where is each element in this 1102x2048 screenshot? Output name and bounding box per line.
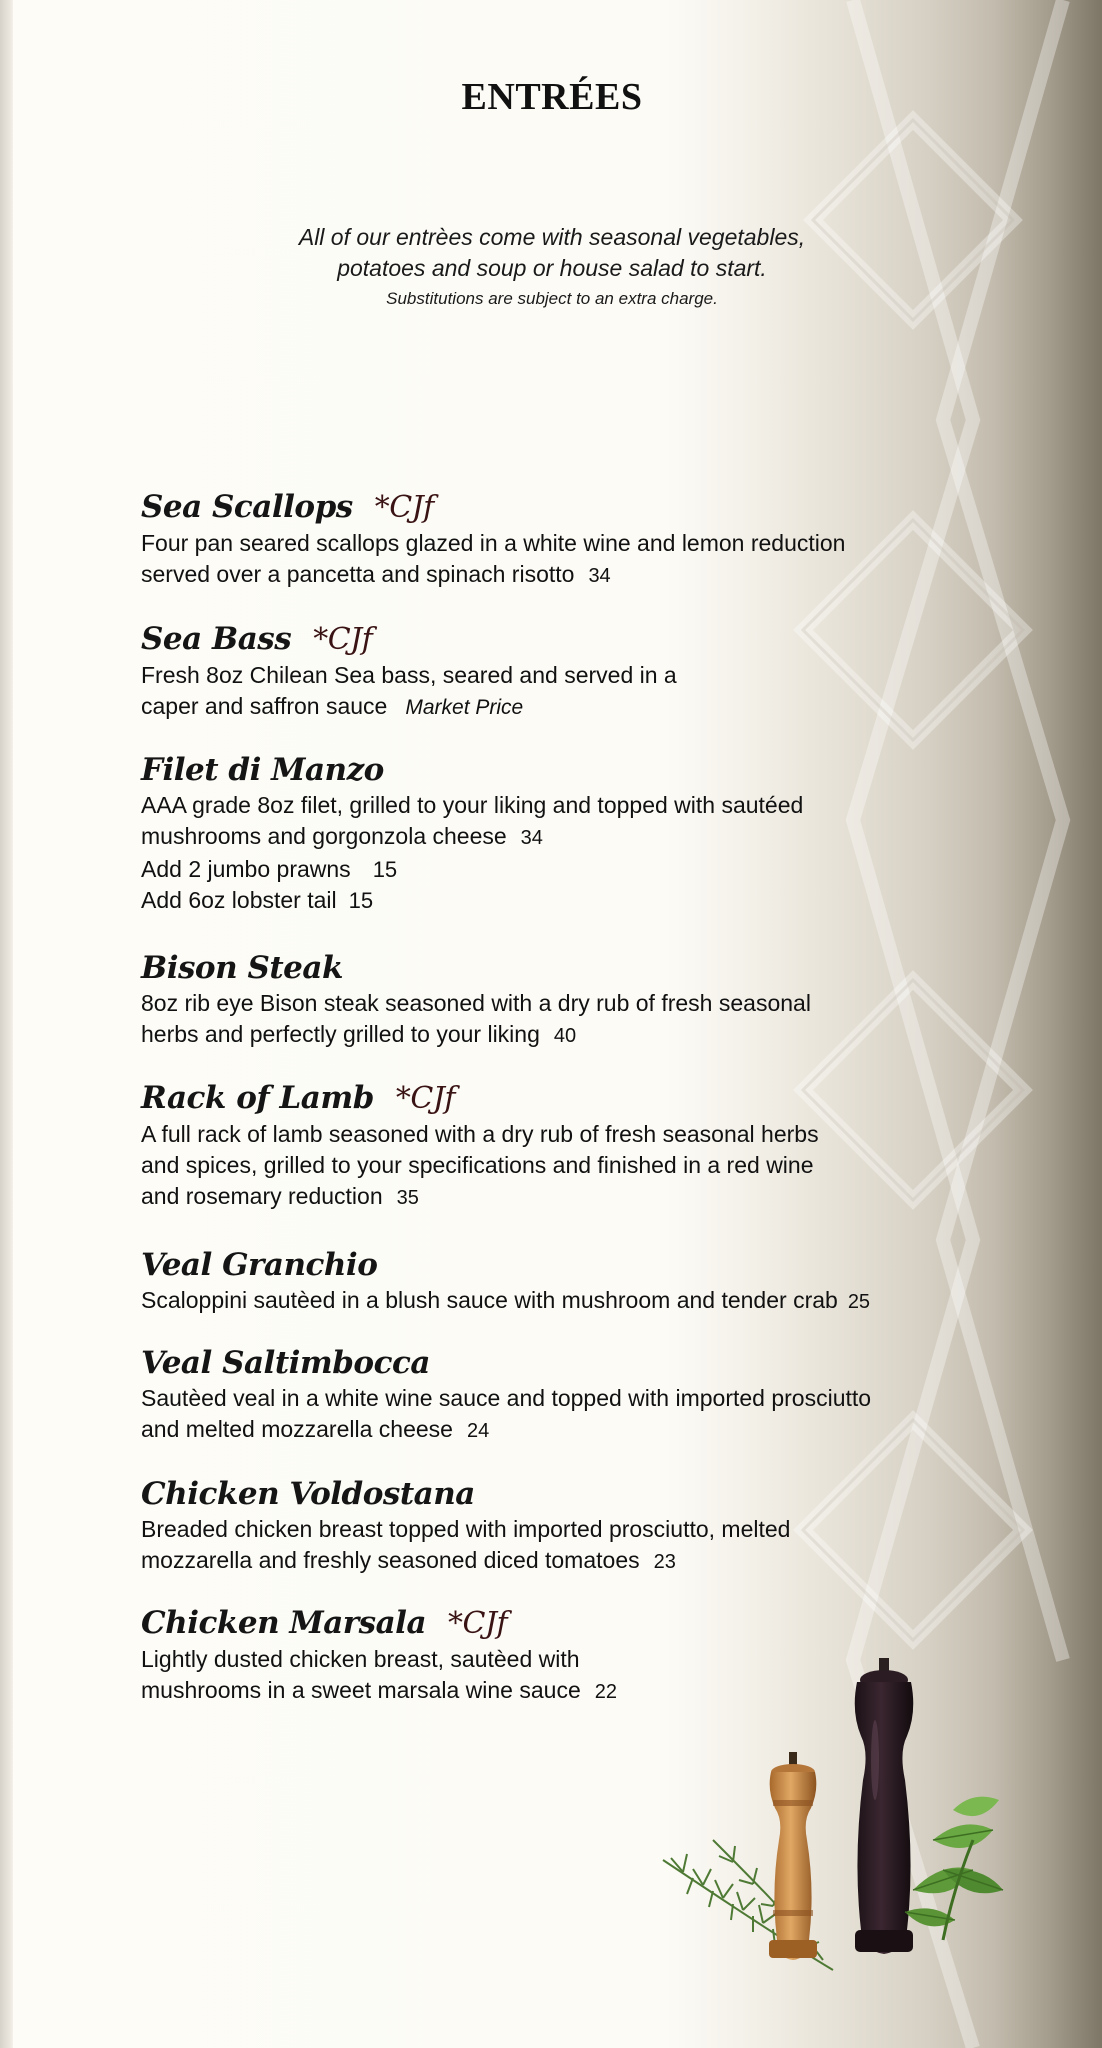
menu-item-veal-saltimbocca: [141, 1343, 1001, 1447]
item-name: Chicken Marsala: [141, 1605, 427, 1641]
intro-line-2: potatoes and soup or house salad to start.: [337, 255, 767, 281]
page-edge: [0, 0, 13, 2048]
intro-text: [13, 222, 1091, 314]
item-description: mushrooms and gorgonzola cheese: [141, 823, 507, 849]
addon-price: 15: [348, 888, 374, 913]
salt-and-pepper-decoration: [643, 1640, 1043, 2000]
item-description: Sautèed veal in a white wine sauce and topped with imported prosciutto: [141, 1385, 872, 1411]
item-addon: [141, 854, 1001, 885]
basil-leaves-icon: [905, 1797, 1003, 1940]
intro-line-1: All of our entrèes come with seasonal vegetables,: [298, 224, 806, 250]
item-tag: *CJf: [395, 1081, 455, 1116]
item-description: Fresh 8oz Chilean Sea bass, seared and served in a: [141, 662, 677, 688]
item-name: Veal Granchio: [141, 1247, 378, 1283]
addon-label: Add 2 jumbo prawns: [141, 856, 351, 882]
item-description: 8oz rib eye Bison steak seasoned with a dry rub of fresh seasonal: [141, 990, 811, 1016]
item-description: caper and saffron sauce: [141, 693, 388, 719]
item-price: 23: [653, 1551, 676, 1573]
item-description: mushrooms in a sweet marsala wine sauce: [141, 1677, 581, 1703]
menu-item-sea-bass: [141, 619, 1001, 723]
menu-item-filet-di-manzo: [141, 750, 1001, 916]
addon-price: 15: [372, 857, 398, 882]
menu-item-bison-steak: [141, 948, 1001, 1052]
item-tag: *CJf: [313, 622, 373, 657]
substitution-note: Substitutions are subject to an extra charge.: [386, 289, 718, 308]
item-description: Four pan seared scallops glazed in a white wine and lemon reduction: [141, 530, 846, 556]
item-price: 35: [396, 1187, 419, 1209]
item-price: 34: [520, 827, 543, 849]
item-description: Scaloppini sautèed in a blush sauce with mushroom and tender crab: [141, 1287, 838, 1313]
item-description: and rosemary reduction: [141, 1183, 383, 1209]
item-description: A full rack of lamb seasoned with a dry rub of fresh seasonal herbs: [141, 1121, 819, 1147]
item-description: mozzarella and freshly seasoned diced tomatoes: [141, 1547, 640, 1573]
salt-mill-icon: [769, 1752, 817, 1960]
item-name: Filet di Manzo: [141, 752, 384, 788]
item-price: 40: [553, 1025, 577, 1047]
item-name: Rack of Lamb: [141, 1080, 374, 1116]
item-name: Chicken Voldostana: [141, 1476, 475, 1512]
item-name: Bison Steak: [141, 950, 343, 986]
item-description: herbs and perfectly grilled to your liking: [141, 1021, 540, 1047]
item-price: 34: [588, 565, 611, 587]
item-name: Sea Bass: [141, 621, 292, 657]
item-description: AAA grade 8oz filet, grilled to your liking and topped with sautéed: [141, 792, 804, 818]
item-price: Market Price: [405, 696, 524, 719]
addon-label: Add 6oz lobster tail: [141, 887, 337, 913]
item-price: 25: [847, 1291, 871, 1313]
menu-item-rack-of-lamb: [141, 1078, 1001, 1214]
item-tag: *CJf: [374, 490, 434, 525]
pepper-mill-icon: [855, 1658, 914, 1954]
menu-page: [13, 0, 1102, 2048]
menu-item-sea-scallops: [141, 487, 1001, 592]
page-title: ENTRÉES: [461, 76, 643, 118]
item-description: Breaded chicken breast topped with imported prosciutto, melted: [141, 1516, 791, 1542]
item-description: and melted mozzarella cheese: [141, 1416, 453, 1442]
item-name: Sea Scallops: [141, 489, 353, 525]
item-price: 24: [466, 1420, 490, 1442]
item-name: Veal Saltimbocca: [141, 1345, 430, 1381]
item-description: Lightly dusted chicken breast, sautèed with: [141, 1646, 580, 1672]
menu-item-veal-granchio: [141, 1245, 1001, 1318]
item-description: and spices, grilled to your specifications and finished in a red wine: [141, 1152, 814, 1178]
item-addon: [141, 885, 1001, 916]
item-tag: *CJf: [448, 1606, 508, 1641]
item-description: served over a pancetta and spinach risotto: [141, 561, 575, 587]
item-price: 22: [594, 1681, 617, 1703]
menu-item-chicken-voldostana: [141, 1474, 1001, 1578]
